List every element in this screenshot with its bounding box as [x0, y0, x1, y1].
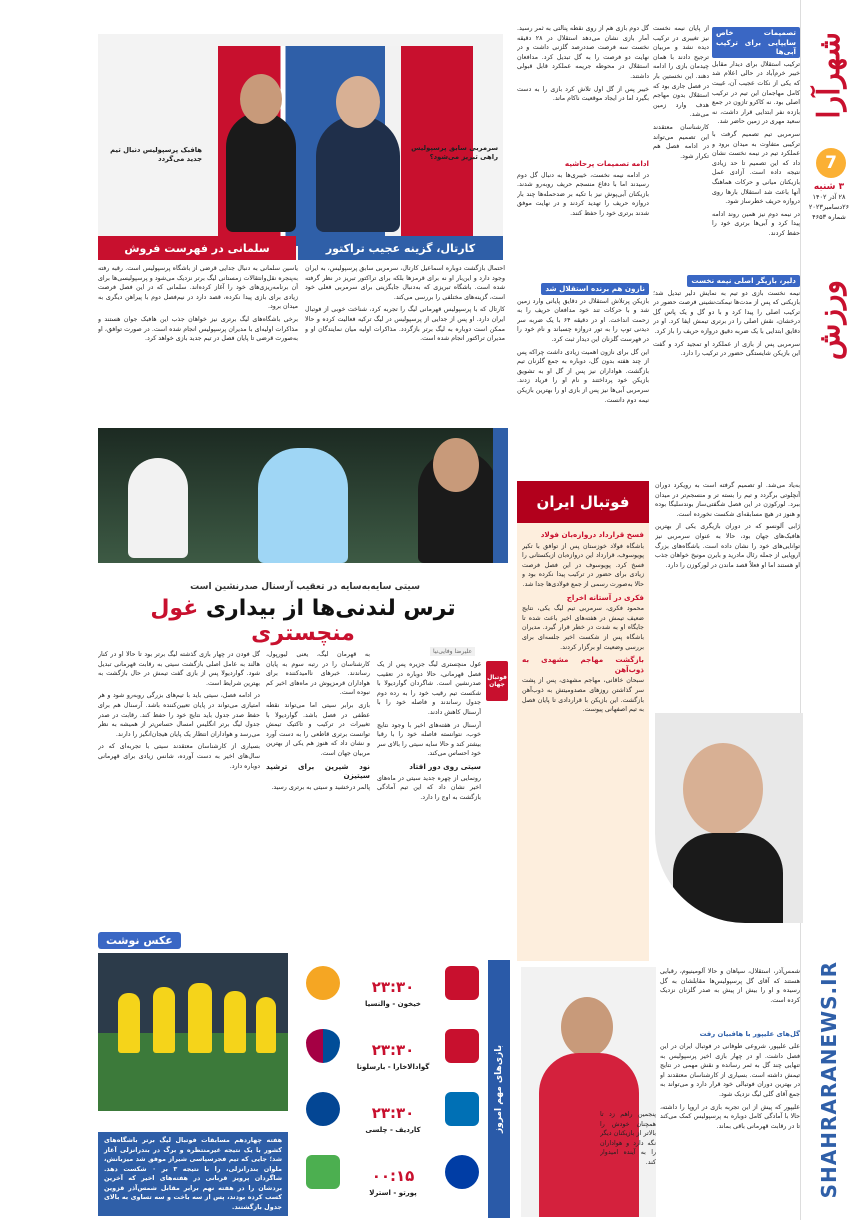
right-news-column: تصمیمات خاص سایپایی برای ترکیب آبی‌ها ترکیب استقلال برای دیدار مقابل خیبر خرم‌آباد در حالی اعلام شد که یکی از نکات عجیب آن، غیبت کامل مهاجمان این تیم در ترکیب اصلی بود. نه کاکرو تازون در جمع بازده نفر ابتدایی قرار داشت، نه سعید مهری در زمین حاضر شد. سرمربی تیم تصمیم گرفت با ترکیبی متفاوت به میدان برود و عملکرد تیم در نیمه نخست نشان داد که این تصمیم تا حد زیادی نتیجه داده است. آزادی عمل بازیکنان میانی و حرکات هماهنگ آنها باعث شد استقلال بارها روی دروازه حریف خطرساز شود. در نیمه دوم نیز همین روند ادامه پیدا کرد و آبی‌ها برتری خود را حفظ کردند. [712, 28, 800, 237]
premier-league-photo[interactable] [98, 428, 508, 563]
pl-article-col-1: غول منچستری لیگ جزیره پس از یک فصل قهرمانی، حالا دوباره در تعقیب صدرنشین است. شاگردان گواردیولا با شکست تیم رقیب خود را به رده دوم جدول رساندند و فاصله خود را با آرسنال کاهش دادند. آرسنال در هفته‌های اخیر با وجود نتایج خوب، نتوانسته فاصله خود را با رقبا بیشتر کند و حالا سایه سیتی را بالای سر خود احساس می‌کند. سیتی روی دور افتاد رونمایی از چهره جدید سیتی در ماه‌های اخیر نشان داد که این تیم آمادگی بازگشت به اوج را دارد. [377, 661, 481, 801]
heading-dalir: دلیر، بازیگر اصلی نیمه نخست [687, 275, 800, 287]
iran-football-header: فوتبال ایران [517, 481, 649, 523]
coach-caption: نود شیرین برای ترشید سیتیزن [266, 761, 370, 781]
heading-sapa: تصمیمات خاص سایپایی برای ترکیب آبی‌ها [712, 27, 800, 58]
fixture-row[interactable] [300, 1086, 485, 1148]
pl-article-col-2: به قهرمان لیگ، یعنی لیورپول، کارشناسان را در رتبه سوم به پایان رساندند. خبرهای ناامیدکننده برای هواداران قرمزپوش در ماه‌های اخیر کم نبوده است. بازی برابر سیتی اما می‌تواند نقطه عطفی در فصل باشد. گواردیولا با تغییرات در ترکیب و تاکتیک تیمش توانست برتری قاطعی را به دست آورد و نشان داد که هنوز هم یکی از بهترین مربیان جهان است. نود شیرین برای ترشید سیتیزن پالمر درخشید و سیتی به برتری رسید. [266, 651, 370, 791]
player-yellow-figure [188, 983, 212, 1053]
author-name: علیرضا وفایی‌نیا [430, 647, 475, 656]
city-caption: سیتی روی دور افتاد [409, 761, 481, 771]
fixture-teams: پورتو - استرلا [369, 1189, 417, 1197]
photo-news-header [98, 929, 288, 951]
headline-salmani[interactable]: سلمانی در فهرست فروش [98, 236, 296, 260]
player-yellow-figure [224, 991, 246, 1053]
photo-news-image[interactable] [98, 953, 288, 1111]
iran-heading-2: فکری در آستانه اخراج [566, 592, 644, 602]
player-yellow-figure [153, 987, 175, 1053]
player-yellow-figure [118, 993, 140, 1053]
coach-head [433, 438, 479, 492]
heading-controversy: ادامه تصمیمات پرحاشیه [564, 159, 649, 168]
gijon-crest [445, 966, 479, 1000]
fixtures-label: بازی‌های مهم امروز [488, 960, 510, 1218]
photo-news-caption: هفته چهاردهم مسابقات فوتبال لیگ برتر باشگاه‌های کشور با یک نتیجه غیرمنتظره و برگ در بندرانزلی آغاز شد؛ جایی که تیم فجرسپاسی شیراز موفق شد میزبانش، ملوان بندرانزلی، را با نتیجه ۳ بر ۰ شکست دهد. شاگردان پرویز قربانی در هفته‌های اخیر که آخرین بردشان را در هفته نهم برابر مقابل شمس‌آذر قزوین کسب کرده بودند، پس از سه باخت و سه تساوی به بالای جدول بازگشتند. [98, 1132, 288, 1216]
fixture-teams: خیخون - والنسیا [365, 1000, 421, 1008]
player-blue-figure [258, 448, 348, 563]
left-quote: هافبک پرسپولیس دنبال تیم جدید می‌گردد [110, 146, 202, 163]
estrela-crest [306, 1155, 340, 1189]
middle-news-column-2: ادامه تصمیمات پرحاشیه در ادامه نیمه نخست، خیبری‌ها به دنبال گل دوم رسیدند اما با دفاع منسجم حریف روبه‌رو شدند. بازیکنان آبی‌پوش نیز با تکیه بر ضدحمله‌ها چند بار دروازه حریف را تهدید کردند و در نهایت موفق شدند برتری خود را حفظ کنند. [517, 159, 649, 217]
page-number: 7 [816, 148, 846, 178]
salmani-article: یاسین سلمانی به دنبال جدایی قرضی از باشگاه پرسپولیس است. رقبه رفته به‌پنجره نقل‌وانتقالات زمستانی لیگ برتر نزدیک می‌شود و پرسپولیسی‌ها برای آن برنامه‌ریزی‌های خود را آغاز کرده‌اند. سلمانی که در این فصل فرصت زیادی برای بازی پیدا نکرده، قصد دارد در نیم‌فصل دوم با پیراهن دیگری به میدان برود. برخی باشگاه‌های لیگ برتری نیز خواهان جذب این هافبک جوان هستند و مذاکرات اولیه‌ای با مدیران پرسپولیس انجام شده است. در صورت توافق، او به‌صورت قرضی تا پایان فصل در تیم جدید بازی خواهد کرد. [98, 265, 298, 343]
fixture-time: ۲۳:۳۰ [371, 978, 415, 996]
issue-date-fa: ۲۸ آذر ۱۴۰۲ [812, 193, 846, 201]
issue-dates [804, 182, 854, 222]
player-white-figure [128, 458, 188, 558]
world-football-badge: فوتبال جهان [486, 661, 508, 701]
issue-date-en: ۲۶دسامبر۲۰۲۳ [808, 203, 850, 211]
right-news-column-3: دلیر، بازیگر اصلی نیمه نخست نیمه نخست بازی دو تیم به نمایش دلیر تبدیل شد؛ بازیکنی که پس از مدت‌ها نیمکت‌نشینی فرصت حضور در ترکیب اصلی را پیدا کرد و با دو گل و یک پاس گل درخشان، نقش اصلی را در برتری تیمش ایفا کرد. او در دقایق ابتدایی با یک ضربه دقیق دروازه حریف را باز کرد. سرمربی پس از بازی از عملکرد او تمجید کرد و گفت این بازیکن شایستگی حضور در ترکیب را دارد. [653, 276, 800, 358]
feature-subtitle: سیتی سایه‌به‌سایه در تعقیب آرسنال صدرنشین است [190, 582, 420, 592]
alonso-article: به‌یاد می‌شد. او تصمیم گرفته است به رویکرد دوران آنچلوتی برگردد و تیم را بسته تر و منسجم‌تر در میدان ببرد. لورکوزن در این فصل شگفتی‌ساز بوندسلیگا بوده و هنوز در هیچ مسابقه‌ای شکست نخورده است. ژابی آلونسو که در دوران بازیگری یکی از بهترین هافبک‌های جهان بود، حالا به عنوان سرمربی نیز توانایی‌های خود را نشان داده است. باشگاه‌های بزرگ اروپایی از جمله رئال مادرید و بایرن مونیخ خواهان جذب او هستند اما او فعلاً قصد ماندن در لورکوزن را دارد. [655, 482, 800, 569]
alonso-jacket [673, 833, 783, 923]
fixture-teams: گوادالاخارا - بارسلونا [356, 1063, 430, 1071]
valencia-crest [306, 966, 340, 1000]
website-url[interactable]: SHAHRARANEWS.IR [817, 961, 841, 1199]
fixture-row[interactable] [300, 1023, 485, 1085]
section-title: ورزش [811, 279, 847, 361]
heading-nazon: نازون هم برنده استقلال شد [541, 283, 649, 295]
player-caption: گل‌های علیپور با هافبیان رفت [699, 1030, 800, 1038]
alonso-photo[interactable] [655, 713, 803, 923]
newspaper-logo[interactable]: شهرآرا [811, 31, 847, 119]
player-head [561, 997, 613, 1057]
player-salmani-head [240, 74, 282, 124]
middle-news-column-3: نازون هم برنده استقلال شد بازیکن پرتلاش استقلال در دقایق پایانی وارد زمین شد و با حرکات تند خود مدافعان حریف را به زحمت انداخت. او در دقیقه ۶۴ با یک ضربه سر دیدنی توپ را به تور دروازه چسباند و نام خود را در فهرست گلزنان این دیدار ثبت کرد. این گل برای نازون اهمیت زیادی داشت چراکه پس از چند هفته بدون گل، دوباره به جمع گلزنان تیم بازگشت. هواداران نیز پس از گل او به تشویق بازیکن خود پرداختند و نام او را فریاد زدند. سرمربی آبی‌ها نیز پس از بازی او را بهترین بازیکن نیمه دوم دانست. [517, 284, 649, 404]
feature-title[interactable]: ترس لندنی‌ها از بیداری غول منچستری [150, 596, 456, 646]
player-yellow-figure [256, 997, 276, 1053]
top-feature-photo[interactable] [98, 34, 503, 260]
headline-kartal[interactable]: کارتال، گزینه عجیب تراکتور [298, 236, 503, 260]
fixture-row[interactable] [300, 1149, 485, 1211]
bottom-middle-news: پنجمین راهم زد تا همچنان خودش را بالاتر از بازیکنان دیگر نگه دارد و هواداران را به آینده امیدوار کند. [600, 1111, 656, 1166]
iran-heading-3: بازگشت مهاجم مشهدی به ذوب‌آهن [522, 655, 644, 674]
coach-kartal-head [336, 76, 380, 128]
cardiff-crest [445, 1092, 479, 1126]
guadalajara-crest [445, 1029, 479, 1063]
kartal-article: احتمال بازگشت دوباره اسماعیل کارتال، سرمربی سابق پرسپولیس، به ایران وجود دارد و این‌بار او نه برای قرمزها بلکه برای تراکتور تبریز در نظر گرفته شده است. باشگاه تبریزی که به‌دنبال جایگزینی برای سرمربی فعلی خود است، گزینه‌های مختلفی را بررسی می‌کند. کارتال که با پرسپولیس قهرمانی لیگ را تجربه کرد، شناخت خوبی از فوتبال ایران دارد. او پس از جدایی از پرسپولیس در لیگ ترکیه فعالیت کرده و حالا ممکن است دوباره به لیگ برتر بازگردد. مذاکرات اولیه میان نمایندگان او و مدیران تراکتور انجام شده است. [305, 265, 505, 343]
barcelona-crest [306, 1029, 340, 1063]
fixture-time: ۲۳:۳۰ [371, 1041, 415, 1059]
issue-day: ۳ شنبه [813, 182, 845, 192]
alonso-face [683, 743, 763, 835]
fixture-teams: کاردیف - چلسی [365, 1126, 421, 1134]
fixture-row[interactable] [300, 960, 485, 1022]
coach-kartal-figure [316, 116, 400, 232]
chelsea-crest [306, 1092, 340, 1126]
middle-news-column: گل دوم بازی هم از روی نقطه پنالتی به ثمر رسید. آمار بازی نشان می‌دهد استقلال در ۲۸ دقیقه نخست سه فرصت صددرصد گلزنی داشت و در نهایت دو فرصت را به گل تبدیل کرد. مدافعان استقلال در محوطه جریمه عملکرد قابل قبولی داشتند. خیبر پس از گل اول تلاش کرد بازی را به دست بگیرد اما در ایجاد موقعیت ناکام ماند. [517, 25, 649, 103]
player-salmani-figure [226, 112, 296, 232]
fixture-time: ۲۳:۳۰ [371, 1104, 415, 1122]
fixture-time: ۰۰:۱۵ [371, 1167, 415, 1185]
issue-number: شماره ۴۶۵۳ [812, 213, 846, 221]
bottom-right-news: شمس‌آذر، استقلال، سپاهان و حالا آلومینیوم، رقبایی هستند که آقای گل پرسپولیس‌ها مقابلشان به گل رسیده و او را بیش از پیش به صدر گلزنان نزدیک کرده است. [660, 968, 800, 1004]
right-news-column-2: از پایان نیمه نخست نیز تغییری در ترکیب دیده نشد و مربیان ترجیح دادند با همان چیدمان بازی را ادامه دهند. این نخستین بار در فصل جاری بود که استقلال بدون مهاجم هدف وارد زمین می‌شد. کارشناسان معتقدند این تصمیم می‌تواند در ادامه فصل هم تکرار شود. [653, 25, 709, 160]
iran-football-news: فسخ قرارداد دروازه‌بان فولاد باشگاه فولاد خوزستان پس از توافق با تکیر پویوسوف، قرارداد این دروازه‌بان ازبکستانی را فسخ کرد. پویوسوف در این فصل فرصت زیادی برای حضور در ترکیب پیدا نکرده بود و حالا به‌صورت رسمی از جمع فولادی‌ها جدا شد. فکری در آستانه اخراج محمود فکری، سرمربی تیم لیگ یکی، نتایج ضعیف تیمش در هفته‌های اخیر باعث شده تا جایگاه او به شدت در خطر قرار گیرد. مدیران باشگاه پس از شکست اخیر جلسه‌ای برای بررسی وضعیت او برگزار کردند. بازگشت مهاجم مشهدی به ذوب‌آهن سبحان خاقانی، مهاجم مشهدی، پس از پشت سر گذاشتن روزهای مصدومیتش به ذوب‌آهن بازگشت. این بازیکن با قراردادی تا پایان فصل به تیم اصفهانی پیوست. [522, 530, 644, 714]
photo-news-tag: عکس نوشت [98, 932, 181, 949]
porto-crest [445, 1155, 479, 1189]
right-quote: سرمربی سابق پرسپولیس راهی تبریز می‌شود؟ [411, 144, 498, 161]
iran-heading-1: فسخ قرارداد دروازه‌بان فولاد [540, 530, 644, 539]
bottom-right-news-2: علی علیپور، شروعی طوفانی در فوتبال ایران در این فصل داشت. او در چهار بازی اخیر پرسپولیس به تنهایی چند گل به ثمر رسانده و نقش مهمی در نتایج تیمش داشته است. بسیاری از کارشناسان معتقدند او در بهترین دوران فوتبالی خود قرار دارد و می‌تواند به جمع آقای گلی لیگ نزدیک شود. علیپور که پیش از این تجربه بازی در اروپا را داشته، حالا با آمادگی کامل دوباره به پرسپولیس کمک می‌کند تا در رقابت قهرمانی باقی بماند. [660, 1043, 800, 1130]
pl-article-col-3: گل فودن در چهار بازی گذشته لیگ برتر بود تا حالا او در کنار هالند به عامل اصلی بازگشت سیتی به رقابت قهرمانی تبدیل شود. گواردیولا پس از بازی گفت تیمش در حال بازگشت به بهترین شرایط است. در ادامه فصل، سیتی باید با تیم‌های بزرگی روبه‌رو شود و هر امتیازی می‌تواند در پایان تعیین‌کننده باشد. آرسنال هم برای حفظ صدر جدول باید نتایج خود را حفظ کند. رقابت در صدر جدول لیگ برتر انگلیس امسال حساس‌تر از همیشه به نظر می‌رسد و هواداران انتظار یک پایان هیجان‌انگیز را دارند. بسیاری از کارشناسان معتقدند سیتی با تجربه‌ای که در سال‌های اخیر به دست آورده، شانس زیادی برای قهرمانی دوباره دارد. [98, 651, 260, 770]
